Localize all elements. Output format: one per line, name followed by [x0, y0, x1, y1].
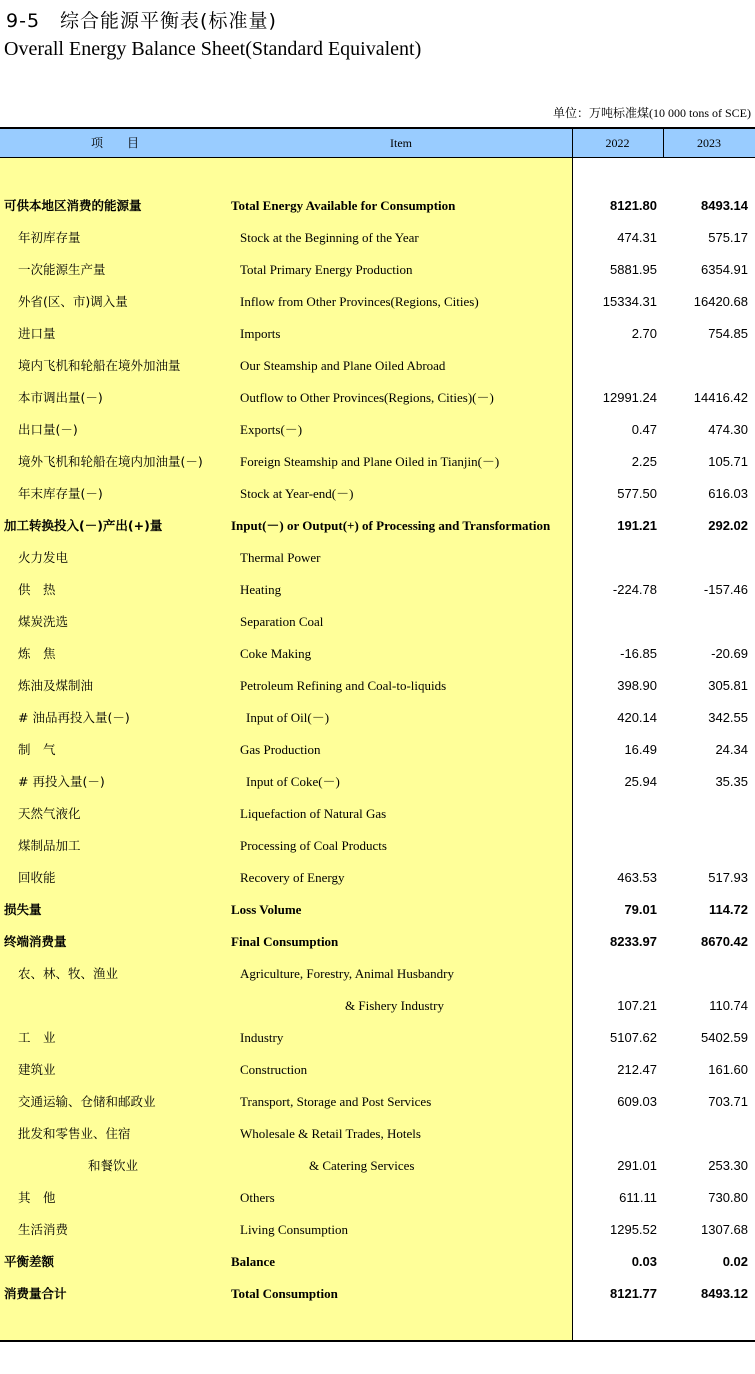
value-2022: 5107.62	[610, 1030, 657, 1045]
table-row	[0, 926, 755, 958]
value-2023: 110.74	[709, 998, 748, 1013]
value-2022: 420.14	[617, 710, 657, 725]
table-row	[0, 1150, 755, 1182]
value-2023: 575.17	[708, 230, 748, 245]
header-item-en: Item	[390, 136, 412, 150]
row-label-en: Others	[240, 1190, 275, 1205]
value-2022: 16.49	[624, 742, 657, 757]
row-label-en: Inflow from Other Provinces(Regions, Cities)	[240, 294, 479, 309]
row-label-cn: 境内飞机和轮船在境外加油量	[18, 358, 181, 373]
row-label-en: Stock at Year-end(－)	[240, 486, 354, 501]
row-label-en: Separation Coal	[240, 614, 324, 629]
table-row	[0, 382, 755, 414]
row-label-cn: 出口量(－)	[18, 422, 78, 437]
row-label-en: Total Primary Energy Production	[240, 262, 413, 277]
row-label-en: & Fishery Industry	[345, 998, 444, 1013]
value-2023: 305.81	[708, 678, 748, 693]
value-2023: 474.30	[708, 422, 748, 437]
value-2022: 25.94	[624, 774, 657, 789]
row-label-en: Input(－) or Output(+) of Processing and Transformation	[231, 518, 551, 533]
row-label-cn: 制 气	[18, 742, 56, 757]
table-row	[0, 254, 755, 286]
value-2023: 8670.42	[701, 934, 748, 949]
table-header	[0, 129, 755, 157]
row-label-cn: # 油品再投入量(－)	[18, 710, 130, 725]
row-label-cn: 农、林、牧、渔业	[18, 966, 119, 981]
row-label-cn: # 再投入量(－)	[18, 774, 105, 789]
row-label-cn: 本市调出量(－)	[18, 390, 103, 405]
row-label-en: Input of Coke(－)	[246, 774, 340, 789]
row-label-cn: 炼 焦	[18, 646, 56, 661]
table-row	[0, 350, 755, 382]
value-2022: 0.03	[631, 1254, 657, 1269]
value-2022: 474.31	[617, 230, 657, 245]
header-item-cn: 项 目	[90, 136, 139, 150]
value-2022: 0.47	[631, 422, 657, 437]
value-2023: 1307.68	[701, 1222, 748, 1237]
row-label-cn: 一次能源生产量	[18, 262, 106, 277]
row-label-en: Imports	[240, 326, 281, 341]
table-row	[0, 1246, 755, 1278]
value-2022: 398.90	[617, 678, 657, 693]
value-2023: -20.69	[711, 646, 748, 661]
row-label-en: Processing of Coal Products	[240, 838, 387, 853]
row-label-en: Exports(－)	[240, 422, 303, 437]
value-2023: 24.34	[715, 742, 748, 757]
row-label-cn: 煤制品加工	[18, 838, 81, 853]
value-2022: -224.78	[612, 582, 657, 597]
value-2023: 8493.12	[701, 1286, 748, 1301]
row-label-cn: 建筑业	[18, 1062, 56, 1077]
row-label-cn: 和餐饮业	[88, 1158, 139, 1173]
table-bottom-rule	[0, 1340, 755, 1342]
header-year-2023: 2023	[697, 136, 721, 150]
value-2023: 253.30	[708, 1158, 748, 1173]
table-row	[0, 190, 755, 222]
row-label-en: Recovery of Energy	[240, 870, 345, 885]
row-label-en: Balance	[231, 1254, 276, 1269]
table-row	[0, 606, 755, 638]
row-label-en: Foreign Steamship and Plane Oiled in Tianjin(－)	[240, 454, 500, 469]
value-2023: 114.72	[708, 902, 748, 917]
value-2023: 292.02	[708, 518, 748, 533]
value-2023: 616.03	[708, 486, 748, 501]
row-label-cn: 火力发电	[18, 550, 69, 565]
value-2022: 15334.31	[602, 294, 657, 309]
value-2023: -157.46	[703, 582, 748, 597]
value-2022: 191.21	[617, 518, 657, 533]
table-row	[0, 990, 755, 1022]
table-row	[0, 446, 755, 478]
row-label-cn: 天然气液化	[18, 806, 81, 821]
row-label-en: Outflow to Other Provinces(Regions, Cities)(－)	[240, 390, 494, 405]
page-title-en: Overall Energy Balance Sheet(Standard Equivalent)	[4, 38, 422, 60]
value-2022: 79.01	[624, 902, 657, 917]
value-2022: 463.53	[617, 870, 657, 885]
table-row	[0, 1182, 755, 1214]
value-2023: 8493.14	[701, 198, 748, 213]
row-label-cn: 批发和零售业、住宿	[18, 1126, 131, 1141]
table-row	[0, 830, 755, 862]
row-label-en: Transport, Storage and Post Services	[240, 1094, 432, 1109]
row-label-cn: 外省(区、市)调入量	[18, 294, 128, 309]
row-label-en: Construction	[240, 1062, 308, 1077]
value-2022: 1295.52	[610, 1222, 657, 1237]
value-2023: 0.02	[722, 1254, 748, 1269]
table-row	[0, 318, 755, 350]
table-row	[0, 286, 755, 318]
value-2022: 2.25	[631, 454, 657, 469]
row-label-cn: 加工转换投入(－)产出(+)量	[4, 518, 163, 533]
table-row	[0, 702, 755, 734]
row-label-en: Living Consumption	[240, 1222, 348, 1237]
row-label-cn: 工 业	[18, 1030, 56, 1045]
row-label-en: & Catering Services	[309, 1158, 415, 1173]
row-label-en: Heating	[240, 582, 282, 597]
row-label-cn: 损失量	[4, 902, 42, 917]
value-2022: 577.50	[617, 486, 657, 501]
value-2023: 517.93	[708, 870, 748, 885]
table-row	[0, 766, 755, 798]
table-row	[0, 222, 755, 254]
value-2023: 35.35	[715, 774, 748, 789]
value-2022: 5881.95	[610, 262, 657, 277]
header-year-2022: 2022	[605, 136, 630, 150]
row-label-cn: 交通运输、仓储和邮政业	[18, 1094, 156, 1109]
value-2023: 105.71	[708, 454, 748, 469]
row-label-cn: 其 他	[18, 1190, 56, 1205]
table-row	[0, 1054, 755, 1086]
row-label-en: Liquefaction of Natural Gas	[240, 806, 387, 821]
table-row	[0, 1086, 755, 1118]
table-row	[0, 734, 755, 766]
value-2022: 212.47	[617, 1062, 657, 1077]
row-label-en: Petroleum Refining and Coal-to-liquids	[240, 678, 447, 693]
table-row	[0, 670, 755, 702]
value-2022: 12991.24	[602, 390, 657, 405]
row-label-en: Final Consumption	[231, 934, 339, 949]
row-label-en: Wholesale & Retail Trades, Hotels	[240, 1126, 421, 1141]
page-title-cn: 9-5 综合能源平衡表(标准量)	[6, 10, 277, 32]
unit-note: 单位：万吨标准煤(10 000 tons of SCE)	[552, 106, 751, 120]
row-label-cn: 年末库存量(－)	[18, 486, 103, 501]
value-2023: 703.71	[708, 1094, 748, 1109]
row-label-cn: 消费量合计	[4, 1286, 67, 1301]
row-label-cn: 煤炭洗选	[18, 614, 69, 629]
value-2023: 14416.42	[693, 390, 748, 405]
row-label-cn: 供 热	[18, 582, 56, 597]
value-2022: 611.11	[619, 1190, 657, 1205]
table-row	[0, 798, 755, 830]
row-label-cn: 终端消费量	[4, 934, 67, 949]
table-row	[0, 510, 755, 542]
row-label-cn: 境外飞机和轮船在境内加油量(－)	[18, 454, 203, 469]
row-label-en: Loss Volume	[231, 902, 302, 917]
row-label-en: Industry	[240, 1030, 284, 1045]
value-2022: 2.70	[631, 326, 657, 341]
row-label-cn: 可供本地区消费的能源量	[4, 198, 142, 213]
row-label-en: Input of Oil(－)	[246, 710, 330, 725]
header-year-divider	[663, 129, 664, 157]
value-2023: 161.60	[708, 1062, 748, 1077]
table-row	[0, 1214, 755, 1246]
row-label-en: Our Steamship and Plane Oiled Abroad	[240, 358, 446, 373]
row-label-cn: 生活消费	[18, 1222, 69, 1237]
table-row	[0, 414, 755, 446]
row-label-en: Total Consumption	[231, 1286, 338, 1301]
value-2022: 107.21	[617, 998, 657, 1013]
value-2023: 754.85	[708, 326, 748, 341]
row-label-en: Stock at the Beginning of the Year	[240, 230, 419, 245]
value-2022: 291.01	[617, 1158, 657, 1173]
row-label-cn: 平衡差额	[4, 1254, 55, 1269]
table-row	[0, 638, 755, 670]
value-2023: 5402.59	[701, 1030, 748, 1045]
row-label-en: Total Energy Available for Consumption	[231, 198, 456, 213]
value-2022: -16.85	[620, 646, 657, 661]
row-label-en: Gas Production	[240, 742, 321, 757]
row-label-en: Agriculture, Forestry, Animal Husbandry	[240, 966, 454, 981]
table-row	[0, 1022, 755, 1054]
row-label-en: Thermal Power	[240, 550, 321, 565]
table-row	[0, 862, 755, 894]
value-2022: 8121.80	[610, 198, 657, 213]
row-label-cn: 回收能	[18, 870, 56, 885]
table-row	[0, 958, 755, 990]
value-2022: 8121.77	[610, 1286, 657, 1301]
table-row	[0, 1118, 755, 1150]
value-2023: 6354.91	[701, 262, 748, 277]
table-row	[0, 542, 755, 574]
row-label-en: Coke Making	[240, 646, 312, 661]
value-2022: 609.03	[617, 1094, 657, 1109]
value-2023: 16420.68	[693, 294, 748, 309]
table-row	[0, 894, 755, 926]
row-label-cn: 进口量	[18, 326, 56, 341]
table-row	[0, 1278, 755, 1310]
table-row	[0, 478, 755, 510]
row-label-cn: 年初库存量	[18, 230, 81, 245]
value-2022: 8233.97	[610, 934, 657, 949]
row-label-cn: 炼油及煤制油	[18, 678, 94, 693]
value-2023: 342.55	[708, 710, 748, 725]
table-row	[0, 574, 755, 606]
value-2023: 730.80	[708, 1190, 748, 1205]
